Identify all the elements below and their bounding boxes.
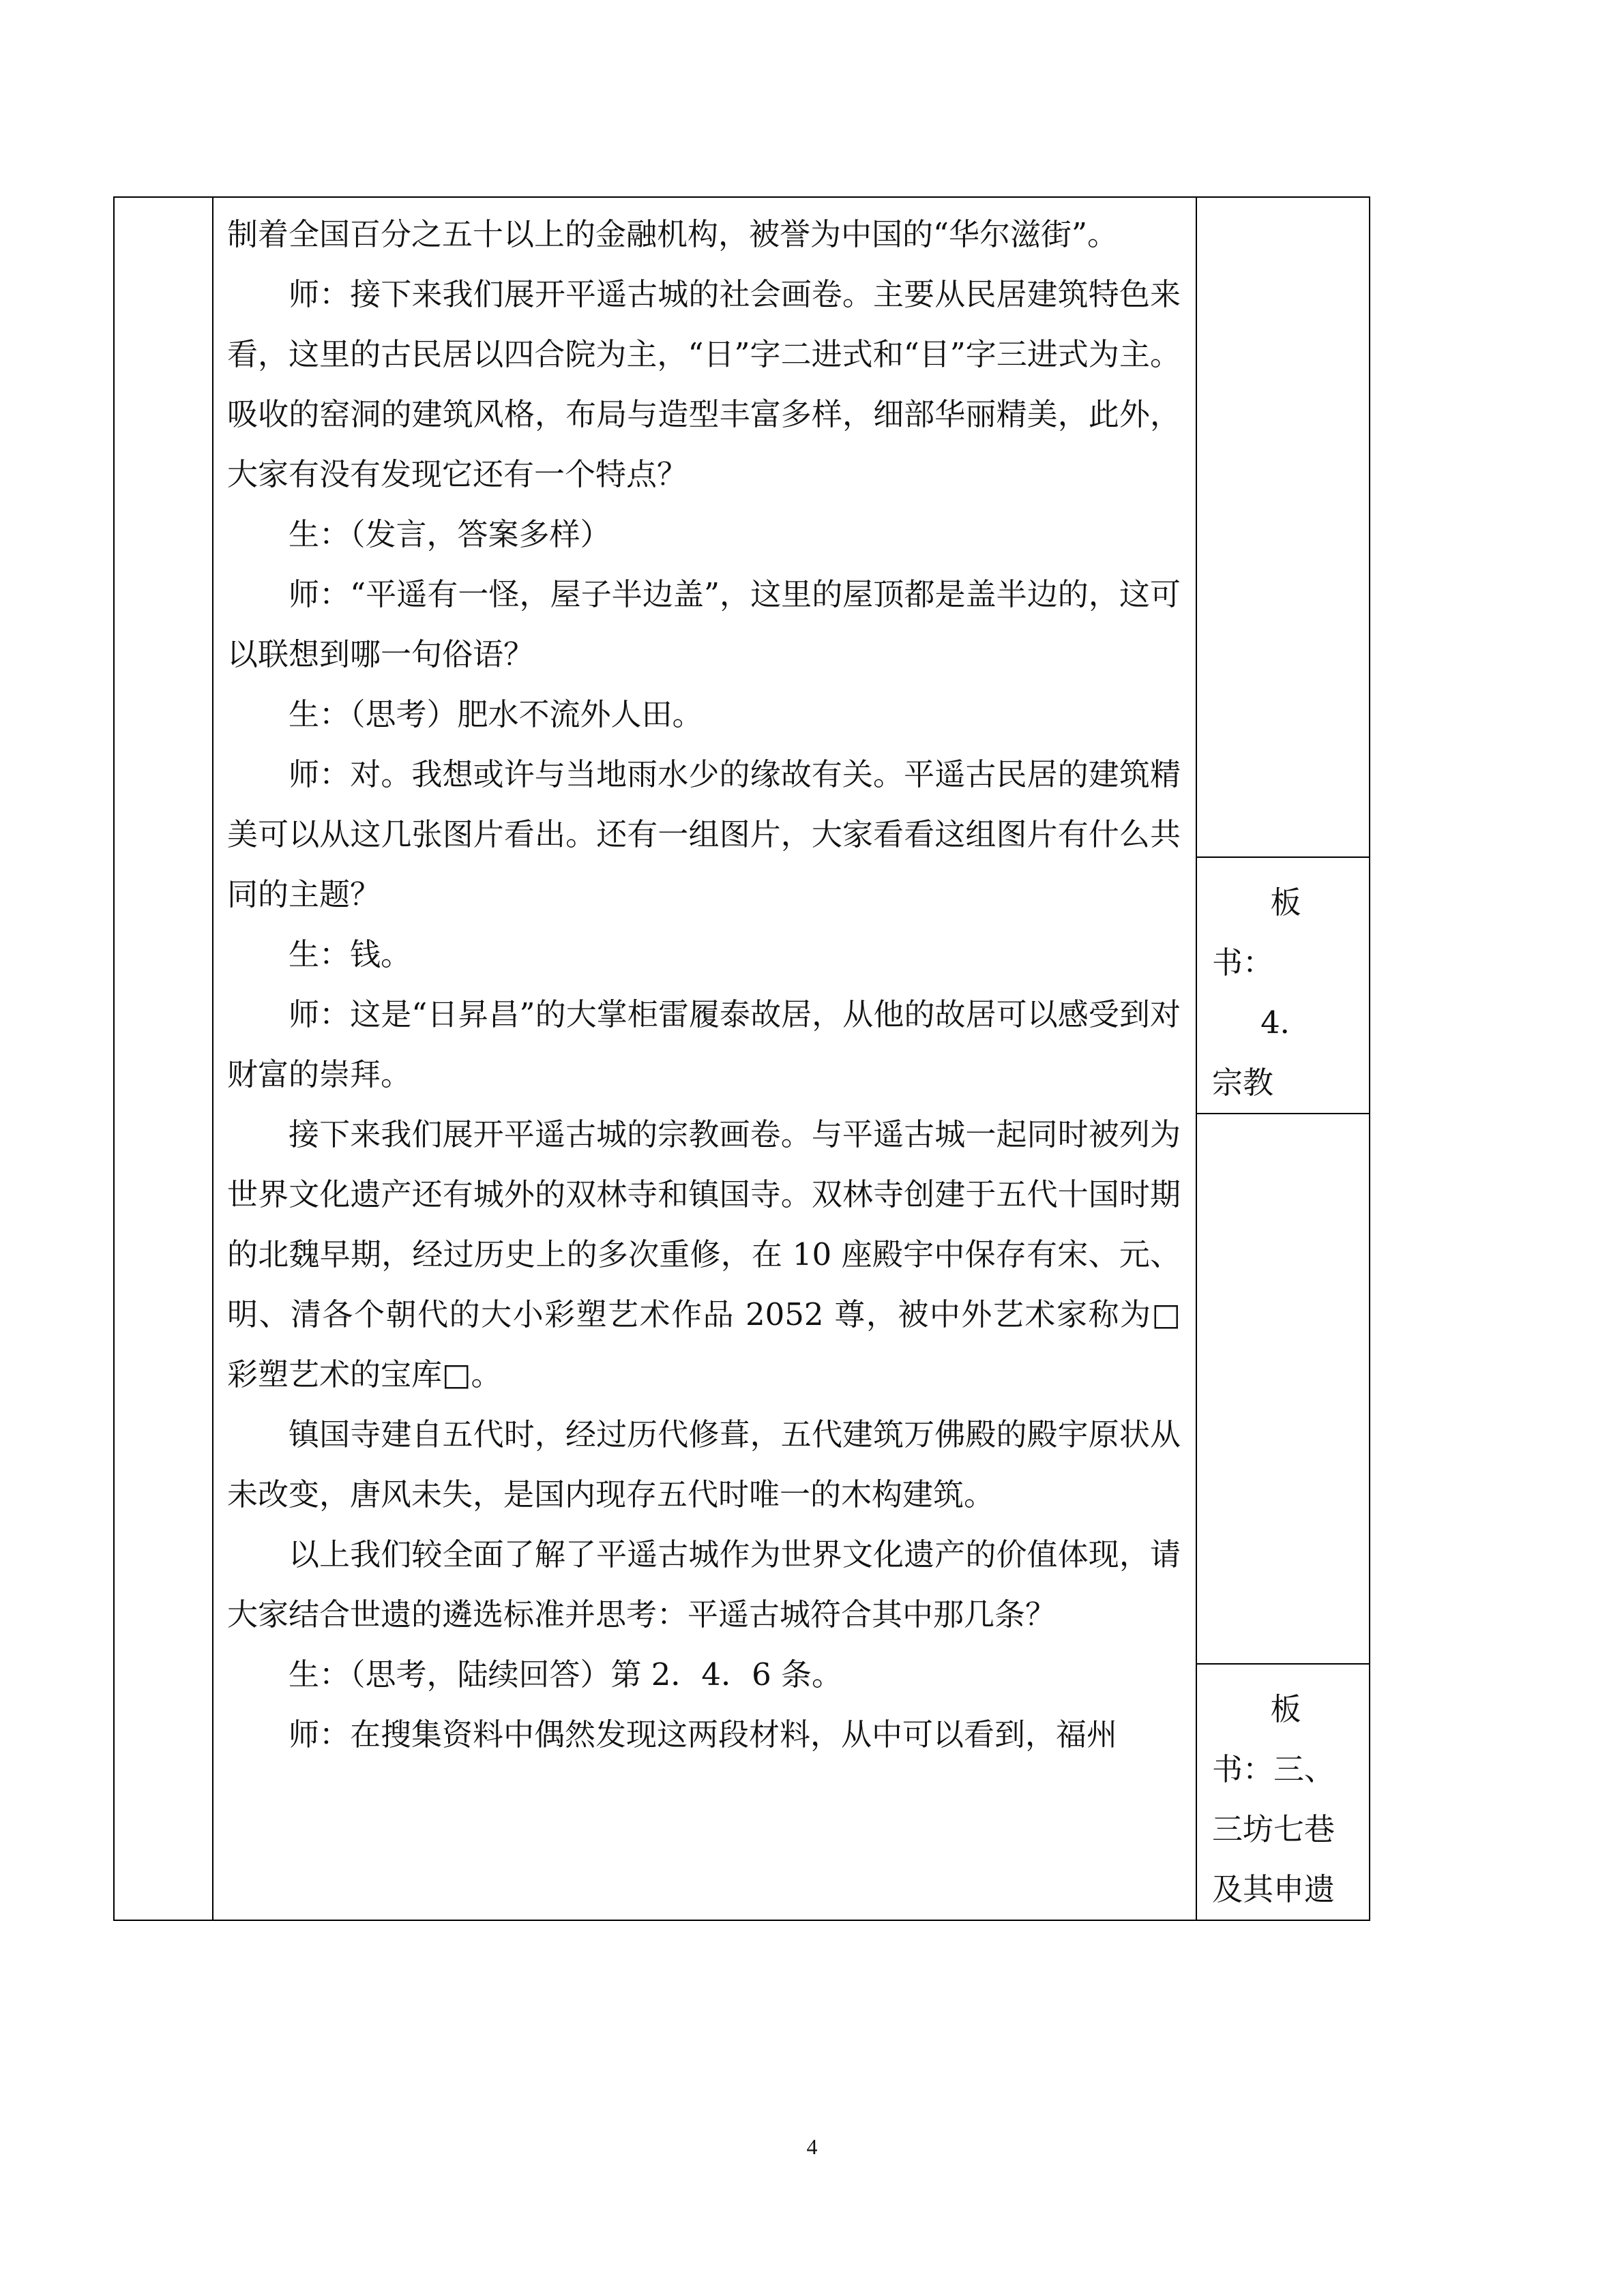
left-empty-column — [114, 197, 213, 1920]
board-note-line: 板 — [1270, 884, 1301, 921]
lesson-paragraph: 生：（发言，答案多样） — [289, 516, 611, 552]
board-note-line: 板 — [1270, 1691, 1301, 1727]
note-cell-empty-middle — [1196, 1114, 1370, 1664]
lesson-text — [213, 198, 1196, 1920]
lesson-paragraph: 生：钱。 — [289, 936, 412, 972]
note-cell-board-4 — [1196, 857, 1370, 1114]
board-note-religion — [1197, 858, 1369, 1113]
lesson-paragraph: 生：（思考，陆续回答）第 2．4．6 条。 — [289, 1656, 843, 1693]
lesson-paragraph: 制着全国百分之五十以上的金融机构，被誉为中国的“华尔滋街”。 — [227, 216, 1119, 252]
board-note-line: 宗教 — [1212, 1064, 1274, 1101]
lesson-paragraph: 师：接下来我们展开平遥古城的社会画卷。主要从民居建筑特色来看，这里的古民居以四合院为主，“日”字二进式和“目”字三进式为主。吸收的窑洞的建筑风格，布局与造型丰富多样，细部华丽精美，此外，大家有没有发现它还有一个特点？ — [227, 276, 1181, 492]
board-note-line: 书： — [1212, 944, 1274, 981]
lesson-paragraph: 接下来我们展开平遥古城的宗教画卷。与平遥古城一起同时被列为世界文化遗产还有城外的双林寺和镇国寺。双林寺创建于五代十国时期的北魏早期，经过历史上的多次重修，在 10 座殿宇中保存有宋、元、明、清各个朝代的大小彩塑艺术作品 2052 尊，被中外艺术家称为□彩塑艺术的宝库□。 — [227, 1116, 1181, 1392]
board-note-line: 4． — [1260, 1004, 1311, 1041]
board-note-three-lanes — [1197, 1665, 1369, 1920]
lesson-text-cell — [213, 197, 1196, 1920]
note-cell-empty-top — [1196, 197, 1370, 857]
lesson-paragraph: 生：（思考）肥水不流外人田。 — [289, 696, 703, 732]
lesson-paragraph: 师：这是“日昇昌”的大掌柜雷履泰故居，从他的故居可以感受到对财富的崇拜。 — [227, 996, 1181, 1092]
page-number: 4 — [806, 2134, 818, 2159]
lesson-paragraph: 师：对。我想或许与当地雨水少的缘故有关。平遥古民居的建筑精美可以从这几张图片看出。还有一组图片，大家看看这组图片有什么共同的主题？ — [227, 756, 1181, 912]
board-note-line: 书：三、 — [1212, 1751, 1335, 1787]
lesson-paragraph: 师：“平遥有一怪，屋子半边盖”，这里的屋顶都是盖半边的，这可以联想到哪一句俗语？ — [227, 576, 1181, 672]
lesson-table — [113, 196, 1370, 1921]
board-note-line: 及其申遗 — [1212, 1871, 1335, 1907]
board-note-line: 三坊七巷 — [1212, 1811, 1335, 1847]
lesson-paragraph: 师：在搜集资料中偶然发现这两段材料，从中可以看到，福州 — [289, 1716, 1118, 1753]
lesson-paragraph: 镇国寺建自五代时，经过历代修葺，五代建筑万佛殿的殿宇原状从未改变，唐风未失，是国内现存五代时唯一的木构建筑。 — [227, 1416, 1181, 1512]
note-cell-board-3 — [1196, 1664, 1370, 1920]
lesson-paragraph: 以上我们较全面了解了平遥古城作为世界文化遗产的价值体现，请大家结合世遗的遴选标准并思考：平遥古城符合其中那几条？ — [227, 1536, 1181, 1632]
